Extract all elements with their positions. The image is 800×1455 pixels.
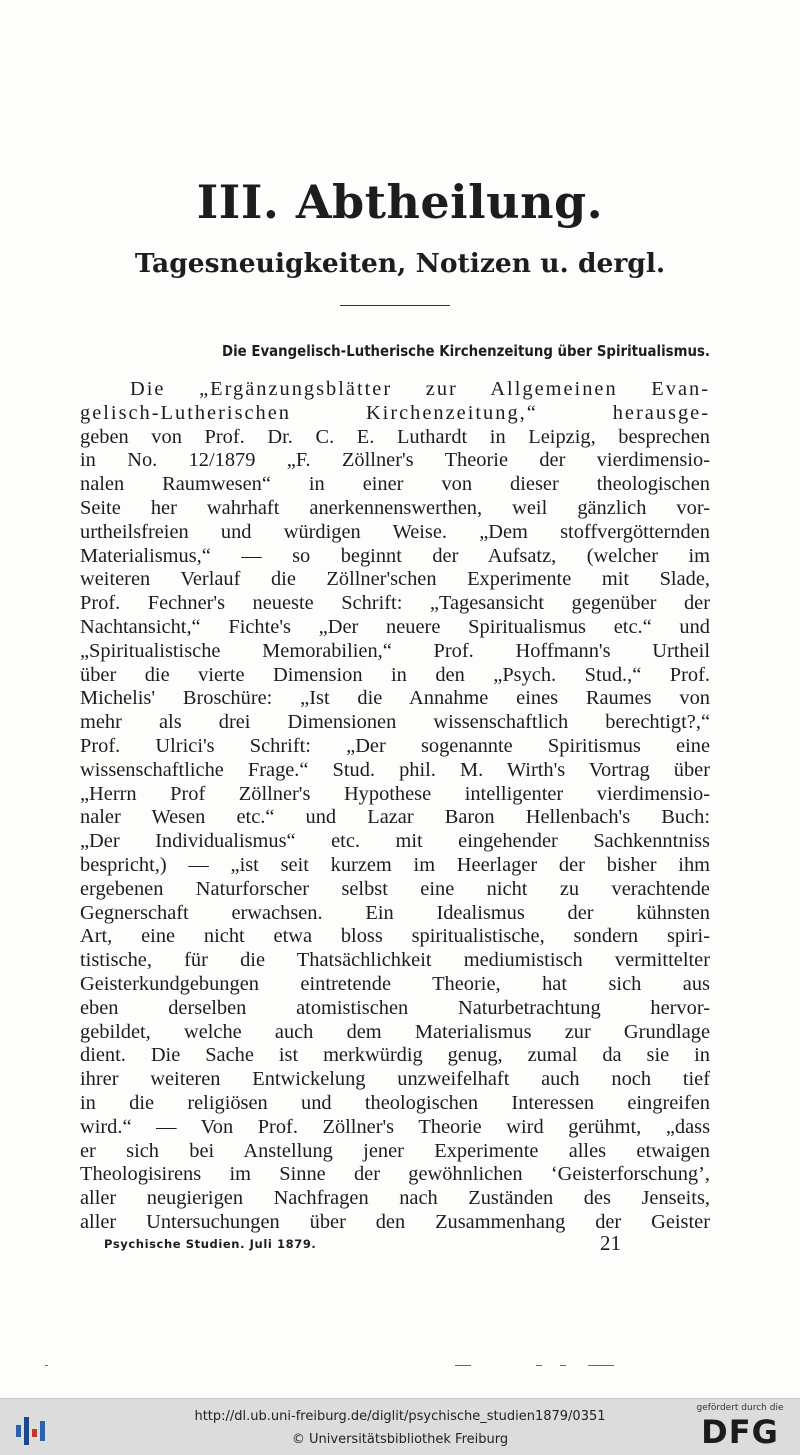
part-title: III. Abtheilung. bbox=[196, 175, 604, 229]
page-number: 21 bbox=[600, 1231, 621, 1255]
text-line: mehr als drei Dimensionen wissenschaftlich berechtigt?,“ bbox=[80, 711, 710, 734]
text-line: Theologisirens im Sinne der gewöhnlichen ‘Geisterforschung’, bbox=[80, 1163, 710, 1186]
text-line: Art, eine nicht etwa bloss spiritualistische, sondern spiri- bbox=[80, 925, 710, 948]
text-line: Nachtansicht,“ Fichte's „Der neuere Spiritualismus etc.“ und bbox=[80, 615, 710, 638]
text-line: er sich bei Anstellung jener Experimente alles etwaigen bbox=[80, 1139, 710, 1162]
scan-artifact bbox=[536, 1365, 542, 1366]
text-line: wird.“ — Von Prof. Zöllner's Theorie wird gerühmt, „dass bbox=[80, 1115, 710, 1138]
running-footer: Psychische Studien. Juli 1879. bbox=[104, 1237, 317, 1251]
dfg-logo-icon[interactable]: DFG bbox=[701, 1413, 779, 1451]
text-line: aller neugierigen Nachfragen nach Zuständen des Jenseits, bbox=[80, 1187, 710, 1210]
text-line: Geisterkundgebungen eintretende Theorie, hat sich aus bbox=[80, 972, 710, 995]
text-line: bespricht,) — „ist seit kurzem im Heerlager der bisher ihm bbox=[80, 853, 710, 876]
title-divider bbox=[340, 305, 450, 306]
sponsor-tagline: gefördert durch die bbox=[696, 1403, 784, 1413]
text-line: eben derselben atomistischen Naturbetrachtung hervor- bbox=[80, 996, 710, 1019]
text-line: gebildet, welche auch dem Materialismus zur Grundlage bbox=[80, 1020, 710, 1043]
text-line: über die vierte Dimension in den „Psych. Stud.,“ Prof. bbox=[80, 663, 710, 686]
text-line: naler Wesen etc.“ und Lazar Baron Hellenbach's Buch: bbox=[80, 806, 710, 829]
scan-artifact bbox=[45, 1365, 48, 1366]
text-line: aller Untersuchungen über den Zusammenhang der Geister bbox=[80, 1210, 710, 1233]
text-line: „Herrn Prof Zöllner's Hypothese intelligenter vierdimensio- bbox=[80, 782, 710, 805]
text-line: tistische, für die Thatsächlichkeit mediumistisch vermittelter bbox=[80, 949, 710, 972]
text-line: geben von Prof. Dr. C. E. Luthardt in Leipzig, besprechen bbox=[80, 425, 710, 448]
viewer-footer-bar bbox=[0, 1398, 800, 1455]
text-line: Michelis' Broschüre: „Ist die Annahme eines Raumes von bbox=[80, 687, 710, 710]
text-line: wissenschaftliche Frage.“ Stud. phil. M. Wirth's Vortrag über bbox=[80, 758, 710, 781]
part-subtitle: Tagesneuigkeiten, Notizen u. dergl. bbox=[134, 248, 666, 279]
article-heading: Die Evangelisch-Lutherische Kirchenzeitung über Spiritualismus. bbox=[222, 342, 710, 360]
text-line: in die religiösen und theologischen Interessen eingreifen bbox=[80, 1091, 710, 1114]
scan-artifact bbox=[560, 1365, 566, 1366]
text-line: dient. Die Sache ist merkwürdig genug, zumal da sie in bbox=[80, 1044, 710, 1067]
text-line: in No. 12/1879 „F. Zöllner's Theorie der vierdimensio- bbox=[80, 449, 710, 472]
text-line: nalen Raumwesen“ in einer von dieser theologischen bbox=[80, 473, 710, 496]
text-line: Seite her wahrhaft anerkennenswerthen, weil gänzlich vor- bbox=[80, 496, 710, 519]
text-line: Gegnerschaft erwachsen. Ein Idealismus der kühnsten bbox=[80, 901, 710, 924]
scan-artifact bbox=[455, 1365, 471, 1366]
text-line: Prof. Ulrici's Schrift: „Der sogenannte Spiritismus eine bbox=[80, 734, 710, 757]
text-line: ergebenen Naturforscher selbst eine nicht zu verachtende bbox=[80, 877, 710, 900]
scan-artifact bbox=[588, 1365, 614, 1366]
text-line: Die „Ergänzungsblätter zur Allgemeinen Evan- bbox=[130, 378, 710, 400]
text-line: ihrer weiteren Entwickelung unzweifelhaft auch noch tief bbox=[80, 1068, 710, 1091]
permalink-url[interactable]: http://dl.ub.uni-freiburg.de/diglit/psychische_studien1879/0351 bbox=[194, 1409, 606, 1424]
text-line: „Spiritualistische Memorabilien,“ Prof. Hoffmann's Urtheil bbox=[80, 639, 710, 662]
text-line: Prof. Fechner's neueste Schrift: „Tagesansicht gegenüber der bbox=[80, 592, 710, 615]
text-line: Materialismus,“ — so beginnt der Aufsatz, (welcher im bbox=[80, 544, 710, 567]
text-line: „Der Individualismus“ etc. mit eingehender Sachkenntniss bbox=[80, 830, 710, 853]
text-line: urtheilsfreien und würdigen Weise. „Dem stoffvergötternden bbox=[80, 520, 710, 543]
copyright-notice: © Universitätsbibliothek Freiburg bbox=[291, 1432, 509, 1447]
text-line: gelisch-Lutherischen Kirchenzeitung,“ herausge- bbox=[80, 401, 710, 424]
article-body bbox=[80, 378, 710, 1235]
text-line: weiteren Verlauf die Zöllner'schen Experimente mit Slade, bbox=[80, 568, 710, 591]
